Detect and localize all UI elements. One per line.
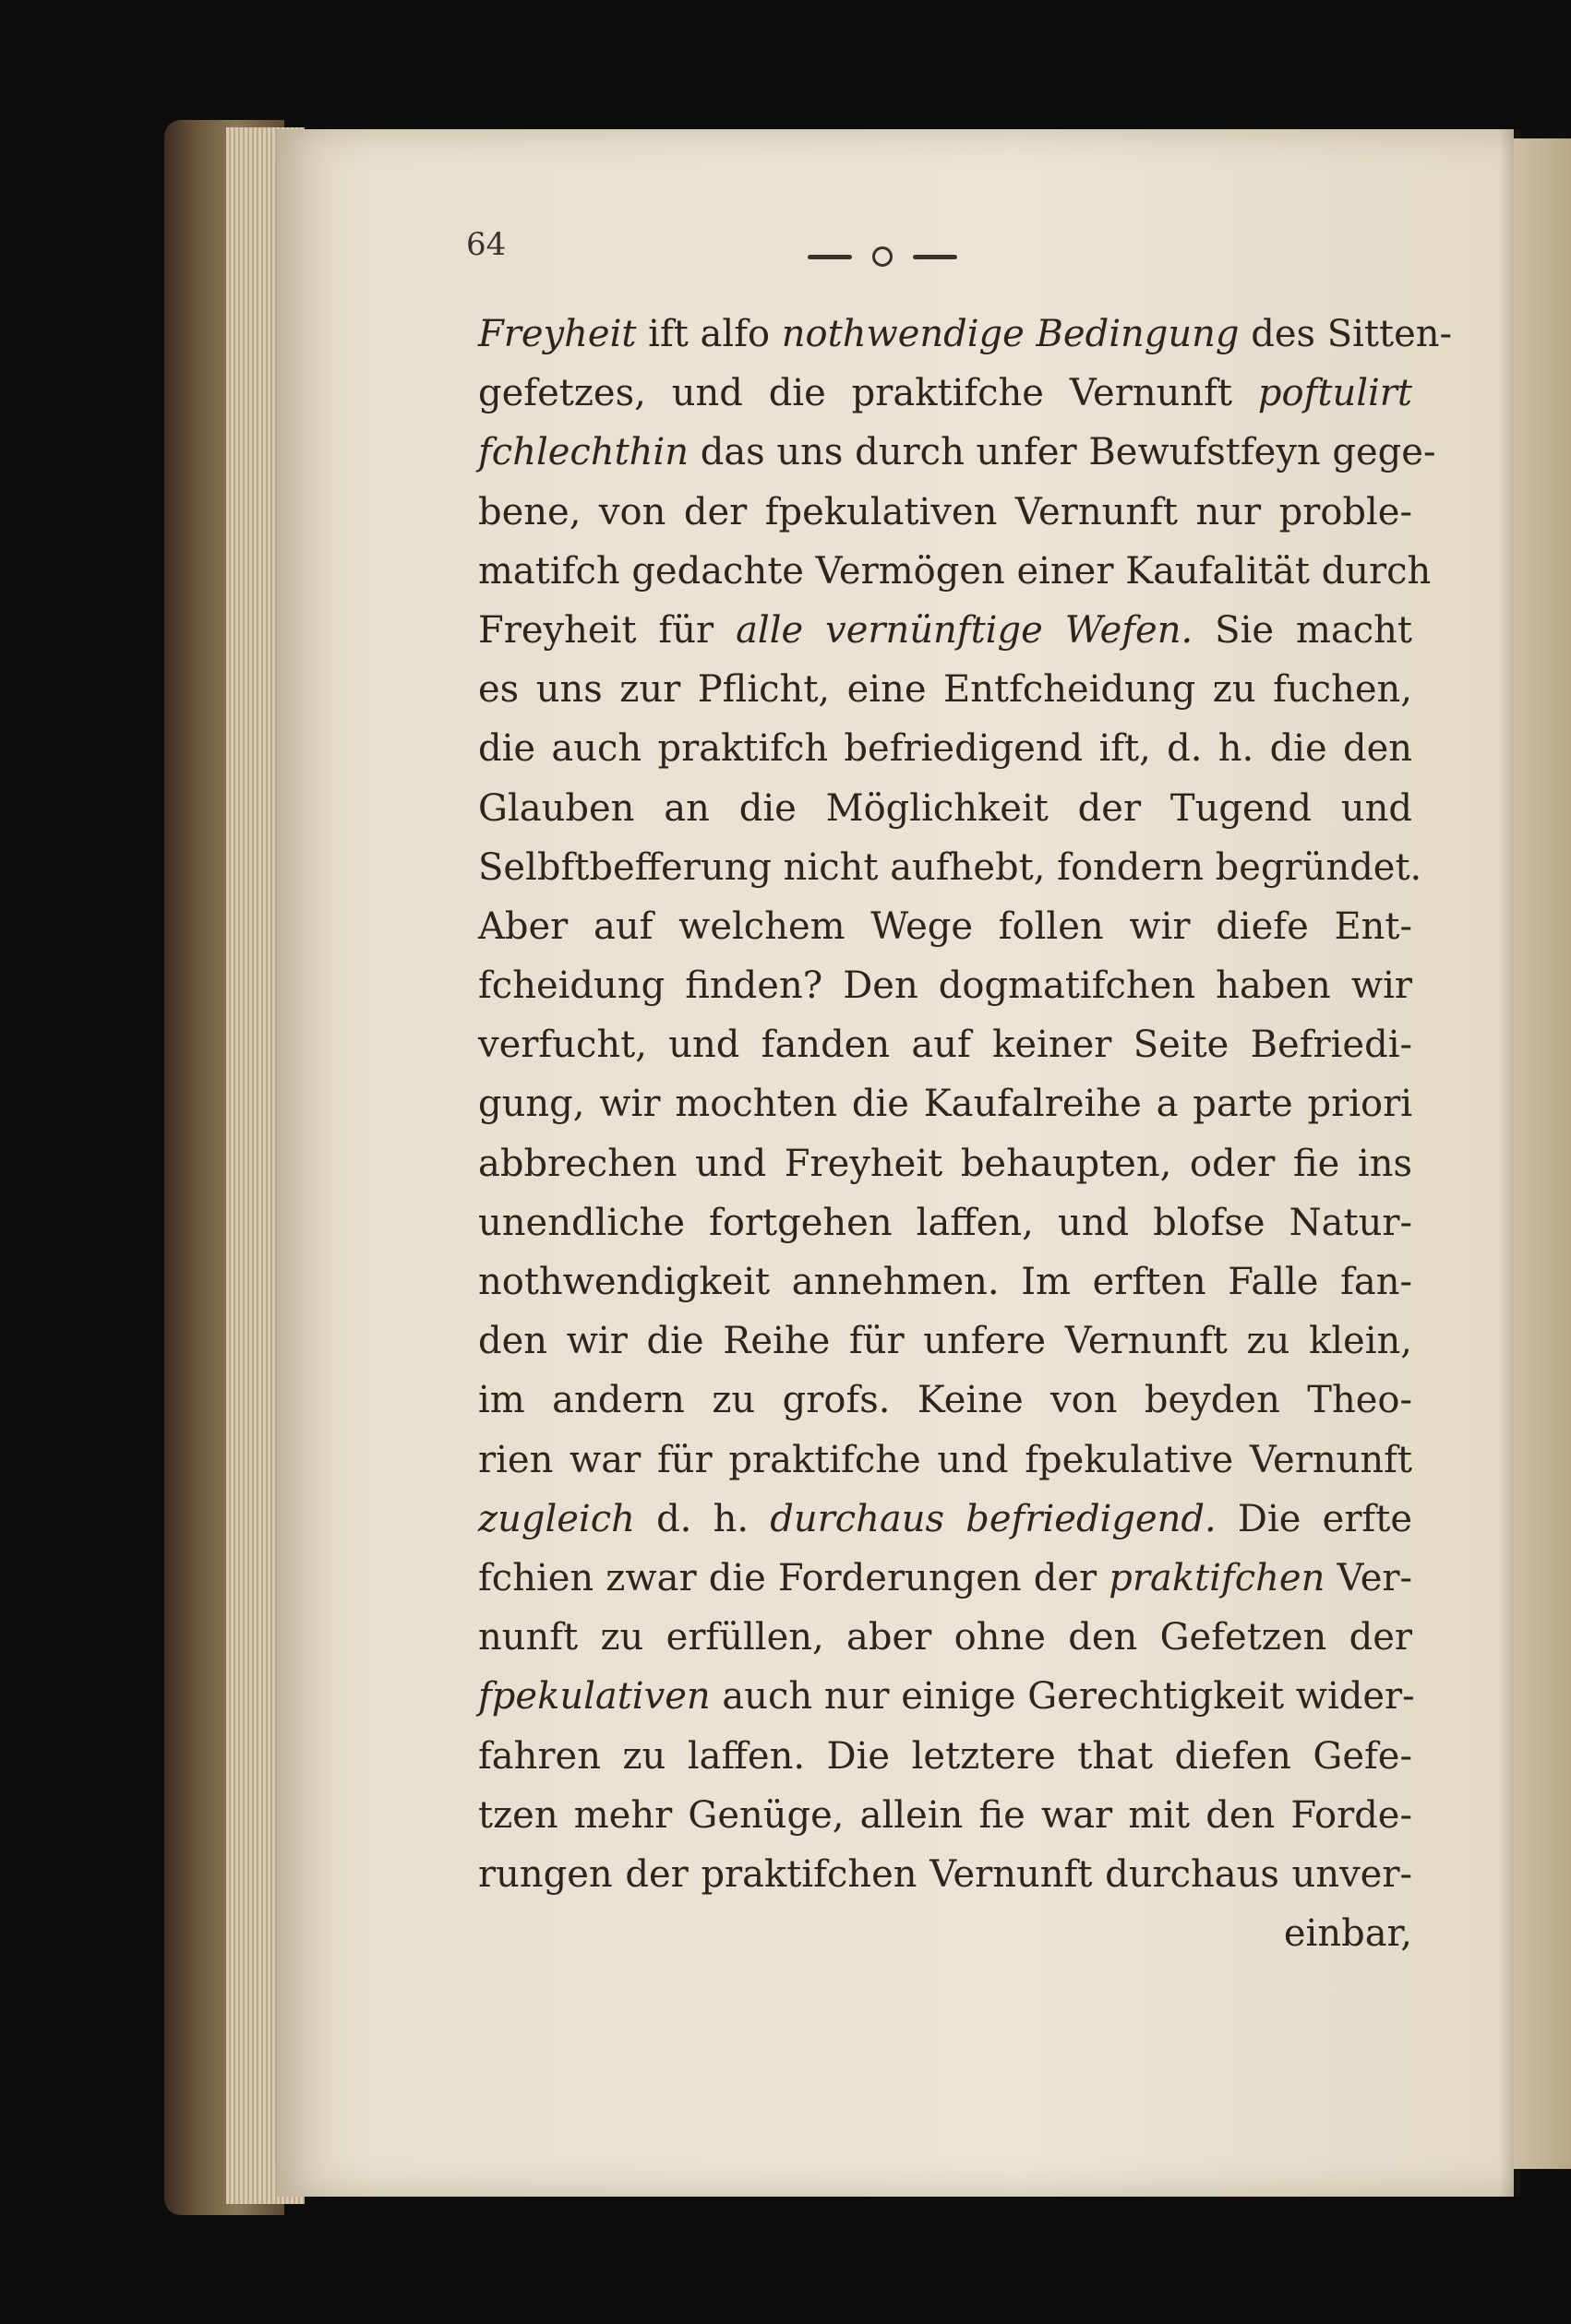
text-line (478, 1904, 1412, 1963)
text-line (478, 897, 1412, 956)
italic-text: fpekulativen (478, 1675, 711, 1719)
text-run: Aber auf welchem Wege follen wir diefe Ent- (478, 904, 1412, 948)
text-line (478, 1845, 1412, 1904)
text-run: die auch praktifch befriedigend ift, d. h. die den (478, 727, 1412, 771)
text-line (478, 1490, 1412, 1549)
text-run: im andern zu grofs. Keine von beyden Theo- (478, 1379, 1412, 1422)
text-run: Die erfte (1216, 1497, 1412, 1540)
text-line (478, 364, 1412, 423)
text-run: nothwendigkeit annehmen. Im erften Falle fan- (478, 1261, 1412, 1303)
text-run: fchien zwar die Forderungen der (478, 1556, 1109, 1599)
text-line (478, 779, 1412, 838)
italic-text: zugleich (478, 1497, 635, 1540)
text-line (478, 1015, 1412, 1074)
text-run: das uns durch unfer Bewufstfeyn gege- (689, 431, 1436, 474)
text-line (478, 660, 1412, 719)
text-line (478, 1727, 1412, 1786)
text-run: Sie macht (1193, 608, 1413, 652)
text-line (478, 838, 1422, 897)
text-line (478, 1608, 1412, 1667)
text-line (478, 1312, 1412, 1371)
text-run: nunft zu erfüllen, aber ohne den Gefetzen der (478, 1616, 1412, 1659)
header-ornament-icon (808, 246, 957, 267)
text-line (478, 1786, 1412, 1845)
italic-text: fchlechthin (478, 431, 689, 474)
text-line (478, 542, 1432, 601)
text-line (478, 601, 1412, 660)
text-run: Freyheit für (478, 608, 737, 652)
text-line (478, 1549, 1412, 1608)
text-run: tzen mehr Genüge, allein fie war mit den Forde- (478, 1793, 1412, 1837)
text-run: fahren zu laffen. Die letztere that diefen Gefe- (478, 1734, 1412, 1778)
text-line (478, 1193, 1412, 1252)
text-run: d. h. (634, 1497, 771, 1540)
text-line (478, 956, 1412, 1015)
text-run: gefetzes, und die praktifche Vernunft (478, 372, 1258, 415)
text-run: fcheidung finden? Den dogmatifchen haben wir (478, 964, 1412, 1008)
text-line (478, 1134, 1412, 1193)
facing-page-edge (1514, 138, 1571, 2169)
text-run: Glauben an die Möglichkeit der Tugend und (478, 786, 1412, 830)
text-line (478, 1074, 1412, 1133)
text-run: einbar, (1283, 1912, 1412, 1956)
text-line (478, 423, 1436, 482)
text-run: rungen der praktifchen Vernunft durchaus unver- (478, 1852, 1412, 1896)
page-number: 64 (466, 226, 507, 263)
italic-text: nothwendige Bedingung (781, 313, 1240, 355)
text-run: rien war für praktifche und fpekulative Vernunft (478, 1438, 1412, 1481)
text-line (478, 1667, 1415, 1726)
italic-text: Freyheit (478, 313, 637, 355)
text-line (478, 305, 1453, 364)
text-run: unendliche fortgehen laffen, und blofse Natur- (478, 1201, 1412, 1244)
italic-text: praktifchen (1109, 1556, 1325, 1599)
text-run: bene, von der fpekulativen Vernunft nur proble- (478, 490, 1412, 533)
text-line (478, 1371, 1412, 1430)
body-text (478, 305, 1453, 1963)
text-line (478, 719, 1412, 778)
text-line (478, 1252, 1412, 1312)
italic-text: durchaus befriedigend. (770, 1497, 1217, 1540)
text-run: auch nur einige Gerechtigkeit wider- (710, 1675, 1415, 1719)
text-run: den wir die Reihe für unfere Vernunft zu klein, (478, 1320, 1412, 1363)
text-run: des Sitten- (1239, 313, 1453, 355)
text-run: Ver- (1325, 1556, 1412, 1599)
italic-text: alle vernünftige Wefen. (736, 608, 1193, 652)
text-run: ift alfo (636, 313, 782, 355)
text-run: gung, wir mochten die Kaufalreihe a parte priori (478, 1083, 1412, 1126)
text-run: matifch gedachte Vermögen einer Kaufalität durch (478, 549, 1432, 593)
text-run: verfucht, und fanden auf keiner Seite Befriedi- (478, 1024, 1412, 1067)
text-run: Selbftbefferung nicht aufhebt, fondern begründet. (478, 845, 1422, 889)
text-run: es uns zur Pflicht, eine Entfcheidung zu fuchen, (478, 668, 1412, 712)
text-line (478, 483, 1412, 542)
text-line (478, 1431, 1412, 1490)
page-header (466, 226, 1408, 272)
text-run: abbrechen und Freyheit behaupten, oder fie ins (478, 1142, 1412, 1185)
italic-text: poftulirt (1257, 372, 1412, 415)
